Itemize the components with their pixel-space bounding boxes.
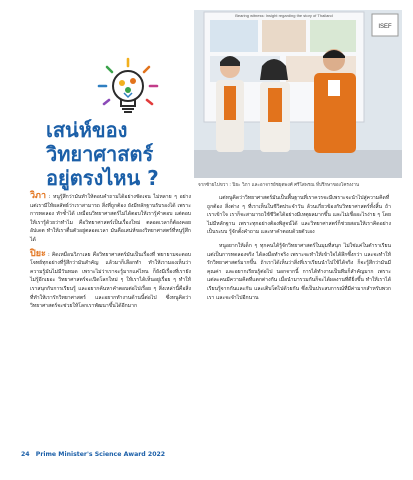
page-number: 24 [21, 451, 30, 458]
photo-illustration [194, 10, 402, 178]
isef-badge: ISEF [378, 24, 392, 30]
right-column [207, 194, 391, 307]
publication-title: Prime Minister's Science Award 2022 [35, 451, 166, 458]
lightbulb-illustration [95, 56, 161, 122]
page-footer [21, 451, 165, 458]
right-paragraph-1: แต่หนูคิดว่าวิทยาศาสตร์มันเป็นพื้นฐานที่เราควรจะมีเพราะจะนำไปสู่ความคิดที่ถูกต้อง สิ่งต่าง ๆ ที่เราเห็นในชีวิตประจำวัน ล้วนเกี่ยวข้องกับวิทยาศาสตร์ทั้งสิ้น ถ้าเราเข้าใจ เราก็จะสามารถใช้ชีวิตได้อย่างมีเหตุผลมากขึ้น และไม่เชื่ออะไรง่าย ๆ โดยไม่มีหลักฐาน เพราะทุกอย่างต้องพิสูจน์ได้ และวิทยาศาสตร์ก็ช่วยสอนให้เราคิดอย่างเป็นระบบ รู้จักตั้งคำถาม และหาคำตอบด้วยตัวเอง [207, 195, 391, 236]
left-paragraph-2 [30, 250, 191, 311]
headline [46, 118, 216, 190]
left-column [30, 192, 191, 316]
headline-line-2: วิทยาศาสตร์ [46, 142, 154, 166]
left-paragraph-1 [30, 192, 191, 245]
left-paragraph-2-text: : คิดเหมือนวิภาเลย คือวิทยาศาสตร์มันเป็นเรื่องที่ พยายามจะตอบโจทย์ทุกอย่างที่รู้สึกว่ามันสำคัญ แล้วมาก็เลือกทำ ทำให้เรามองเห็นว่าความรู้มันไม่มีวันหมด เพราะไม่ว่าเราจะรู้มากแค่ไหน ก็ยังมีเรื่องที่เรายังไม่รู้อีกเยอะ วิทยาศาสตร์จะเปิดโลกใหม่ ๆ ให้เราได้เห็นอยู่เรื่อย ๆ ทำให้เราสนุกกับการเรียนรู้ และอยากค้นหาคำตอบต่อไปเรื่อย ๆ สิ่งเหล่านี้คือสิ่งที่ทำให้เรารักวิทยาศาสตร์ และอยากทำงานด้านนี้ต่อไป ซึ่งหนูคิดว่าวิทยาศาสตร์จะช่วยให้โลกเราพัฒนาขึ้นได้อีกมาก [30, 251, 191, 310]
speaker-piya: ปิยะ [30, 248, 46, 259]
team-photo [194, 10, 402, 178]
poster-title: Bearing witness: Insight regarding the story of Thailand [235, 13, 333, 18]
speaker-wipa: วิภา [30, 191, 47, 201]
photo-caption: จากซ้ายไปขวา : ปิยะ วิภา และอาจารย์ชยุตพงศ์ ศรีโสพรณ ที่ปรึกษาของโครงงาน [198, 183, 360, 188]
right-paragraph-2: หนูอยากให้เด็ก ๆ ทุกคนได้รู้จักวิทยาศาสตร์ในมุมที่สนุก ไม่ใช่แค่ในตำราเรียน แต่เป็นการทดลองจริง ได้ลงมือทำจริง เพราะจะทำให้เข้าใจได้ลึกซึ้งกว่า และจะทำให้รักวิทยาศาสตร์มากขึ้น ถ้าเราได้เห็นว่าสิ่งที่เราเรียนนำไปใช้ได้จริง ก็จะรู้สึกว่ามันมีคุณค่า และอยากเรียนรู้ต่อไป นอกจากนี้ การได้ทำงานเป็นทีมก็สำคัญมาก เพราะแต่ละคนมีความคิดที่แตกต่างกัน เมื่อนำมารวมกันก็จะได้ผลงานที่ดียิ่งขึ้น ทำให้เราได้เรียนรู้จากกันและกัน และเติบโตไปด้วยกัน ซึ่งเป็นประสบการณ์ที่มีค่ามากสำหรับพวกเรา และจะจำไปอีกนาน [207, 242, 391, 301]
headline-line-3: อยู่ตรงไหน ? [46, 166, 159, 190]
headline-line-1: เสน่ห์ของ [46, 118, 128, 142]
left-paragraph-1-text: : หนูรู้สึกว่ามันทำให้ตอบคำถามได้อย่างชัดเจน ไม่หลาย ๆ อย่าง แต่เรามีให้ผลลัพธ์ว่าเราสามารถ สิ่งที่ถูกต้อง ยังมีหลักฐานรับรองได้ เพราะการทดลอง ทำซ้ำได้ เหมือนวิทยาศาสตร์ไม่ได้ตอบให้เรารู้คำตอบ แต่ตอบให้เรารู้ด้วยว่าทำไม คือวิทยาศาสตร์เป็นเรื่องใหม่ ตลอดเวลาก็ต้องคอยอัปเดต ทำให้เราตื่นตัวอยู่ตลอดเวลา มันคือเสน่ห์ของวิทยาศาสตร์ที่หนูรู้สึกได้ [30, 194, 191, 243]
